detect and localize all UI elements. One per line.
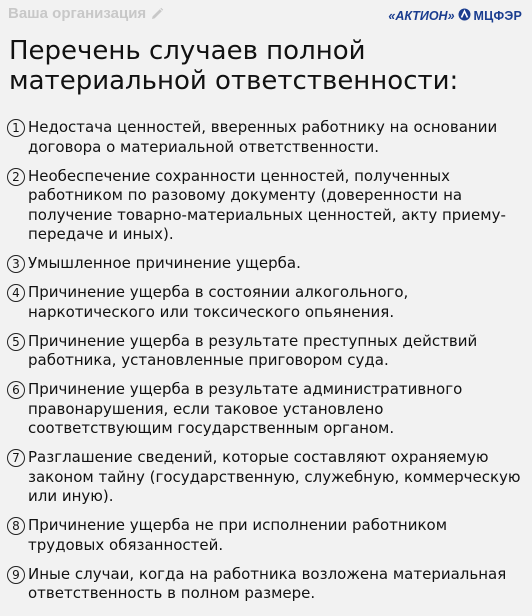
item-number-badge: 5	[7, 333, 25, 351]
item-text: Иные случаи, когда на работника возложена материальная ответственность в полном размере.	[28, 564, 507, 602]
item-text: Умышленное причинение ущерба.	[28, 254, 301, 272]
list-item	[7, 516, 527, 555]
item-text: Недостача ценностей, вверенных работнику на основании договора о материальной ответственности.	[28, 118, 498, 156]
pencil-icon[interactable]	[150, 7, 164, 21]
organization-name-field[interactable]	[8, 5, 164, 22]
item-number-badge: 6	[7, 381, 25, 399]
organization-name-label: Ваша организация	[8, 5, 147, 22]
list-item	[7, 332, 527, 371]
brand-emblem-icon	[458, 8, 471, 24]
list-item	[7, 380, 527, 439]
item-number-badge: 8	[7, 517, 25, 535]
title-line-1: Перечень случаев полной	[9, 36, 366, 66]
list-item	[7, 283, 527, 322]
list-item	[7, 167, 527, 245]
item-number-badge: 7	[7, 449, 25, 467]
title-line-2: материальной ответственности:	[9, 66, 459, 96]
top-bar	[0, 0, 532, 30]
item-text: Причинение ущерба в состоянии алкогольного, наркотического или токсического опьянения.	[28, 283, 409, 321]
item-number-badge: 4	[7, 284, 25, 302]
item-text: Причинение ущерба в результате преступных действий работника, установленные приговором суда.	[28, 331, 478, 369]
item-number-badge: 1	[7, 119, 25, 137]
item-text: Причинение ущерба в результате административного правонарушения, если таковое установлено соответствующим государственным органом.	[28, 380, 463, 437]
item-number-badge: 9	[7, 566, 25, 584]
item-text: Причинение ущерба не при исполнении работником трудовых обязанностей.	[28, 516, 448, 554]
item-text: Разглашение сведений, которые составляют охраняемую законом тайну (государственную, служебную, коммерческую или иную).	[28, 448, 521, 505]
list-item	[7, 254, 527, 274]
list-item	[7, 448, 527, 507]
liability-cases-list	[7, 118, 527, 613]
brand-mcfer-text: МЦФЭР	[473, 9, 522, 23]
list-item	[7, 118, 527, 157]
page-title	[9, 36, 524, 96]
item-text: Необеспечение сохранности ценностей, полученных работником по разовому документу (доверенности на получение товарно-материальных ценностей, акту приему-передаче и иных).	[28, 166, 506, 243]
brand-logo	[388, 8, 522, 24]
item-number-badge: 2	[7, 168, 25, 186]
brand-aktion-text: «АКТИОН»	[388, 9, 455, 23]
list-item	[7, 565, 527, 604]
item-number-badge: 3	[7, 255, 25, 273]
